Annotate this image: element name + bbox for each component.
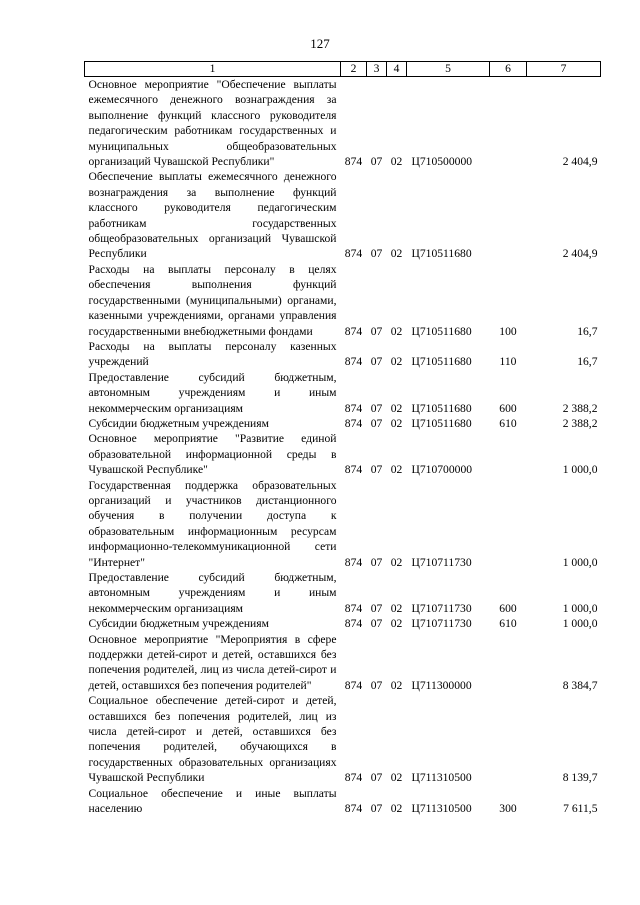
table-row (85, 616, 601, 631)
table-row (85, 632, 601, 694)
grbs-code: 874 (344, 416, 363, 430)
grbs-code: 874 (344, 355, 363, 369)
subsection-code: 02 (390, 247, 403, 261)
target-article-code: Ц710711730 (411, 555, 472, 569)
expense-type-code: 110 (499, 355, 517, 369)
target-article-code: Ц710511680 (411, 416, 472, 430)
item-name: Субсидии бюджетным учреждениям (88, 416, 269, 430)
table-row (85, 570, 601, 616)
grbs-code: 874 (344, 555, 363, 569)
target-article-code: Ц711310500 (411, 802, 472, 816)
section-code: 07 (370, 401, 383, 415)
amount: 1 000,0 (562, 617, 598, 631)
table-row (85, 169, 601, 261)
grbs-code: 874 (344, 678, 363, 692)
expense-type-code: 300 (499, 802, 517, 816)
grbs-code: 874 (344, 617, 363, 631)
amount: 1 000,0 (562, 555, 598, 569)
item-name: Расходы на выплаты персоналу в целях обеспечения выполнения функций государственными (муниципальными) органами, казенными учреждениями, органами управления государственными внебюджетными фондами (88, 262, 337, 338)
item-name: Основное мероприятие "Мероприятия в сфере поддержки детей-сирот и детей, оставшихся без попечения родителей, лиц из числа детей-сирот и детей, оставшихся без попечения родителей" (88, 632, 337, 692)
target-article-code: Ц710700000 (411, 463, 473, 477)
column-header: 7 (527, 62, 601, 77)
subsection-code: 02 (390, 678, 403, 692)
grbs-code: 874 (344, 401, 363, 415)
item-name: Предоставление субсидий бюджетным, автономным учреждениям и иным некоммерческим организациям (88, 370, 337, 415)
item-name: Расходы на выплаты персоналу казенных учреждений (88, 339, 337, 369)
item-name: Социальное обеспечение детей-сирот и детей, оставшихся без попечения родителей, лиц из числа детей-сирот и детей, оставшихся без попечения родителей, обучающихся в государственных образовательных организациях Чувашской Республики (88, 694, 337, 785)
target-article-code: Ц710711730 (411, 601, 472, 615)
amount: 2 404,9 (562, 247, 598, 261)
expense-type-code (490, 693, 527, 785)
target-article-code: Ц710500000 (411, 155, 473, 169)
expense-type-code: 600 (499, 401, 517, 415)
item-name: Социальное обеспечение и иные выплаты населению (88, 786, 337, 816)
subsection-code: 02 (390, 802, 403, 816)
table-row (85, 262, 601, 339)
item-name: Государственная поддержка образовательных организаций и участников дистанционного обучения в получении доступа к образовательным информационным ресурсам информационно-телекоммуникационной сети "Интернет" (88, 478, 337, 569)
grbs-code: 874 (344, 463, 363, 477)
grbs-code: 874 (344, 771, 363, 785)
column-header: 2 (341, 62, 367, 77)
table-row (85, 693, 601, 785)
amount: 1 000,0 (562, 463, 598, 477)
section-code: 07 (370, 247, 383, 261)
target-article-code: Ц710511680 (411, 324, 472, 338)
target-article-code: Ц711300000 (411, 678, 472, 692)
subsection-code: 02 (390, 324, 403, 338)
budget-table (84, 61, 601, 817)
table-row (85, 416, 601, 431)
target-article-code: Ц710511680 (411, 247, 472, 261)
section-code: 07 (370, 324, 383, 338)
target-article-code: Ц710511680 (411, 355, 472, 369)
section-code: 07 (370, 416, 383, 430)
grbs-code: 874 (344, 155, 363, 169)
section-code: 07 (370, 802, 383, 816)
item-name: Субсидии бюджетным учреждениям (88, 617, 269, 631)
subsection-code: 02 (390, 463, 403, 477)
target-article-code: Ц711310500 (411, 771, 472, 785)
subsection-code: 02 (390, 771, 403, 785)
column-header: 3 (367, 62, 387, 77)
section-code: 07 (370, 355, 383, 369)
amount: 7 611,5 (563, 802, 598, 816)
section-code: 07 (370, 555, 383, 569)
item-name: Предоставление субсидий бюджетным, автономным учреждениям и иным некоммерческим организациям (88, 571, 337, 615)
expense-type-code (490, 77, 527, 170)
subsection-code: 02 (390, 401, 403, 415)
expense-type-code: 100 (499, 324, 517, 338)
grbs-code: 874 (344, 324, 363, 338)
column-header: 6 (490, 62, 527, 77)
subsection-code: 02 (390, 555, 403, 569)
item-name: Обеспечение выплаты ежемесячного денежного вознаграждения за выполнение функций классного руководителя педагогическим работникам государственных общеобразовательных организаций Чувашской Республики (88, 170, 337, 261)
item-name: Основное мероприятие "Развитие единой образовательной информационной среды в Чувашской Республике" (88, 432, 337, 477)
grbs-code: 874 (344, 802, 363, 816)
section-code: 07 (370, 463, 383, 477)
table-row (85, 370, 601, 416)
table-row (85, 339, 601, 370)
amount: 8 384,7 (562, 678, 598, 692)
amount: 2 404,9 (562, 155, 598, 169)
amount: 16,7 (577, 324, 598, 338)
subsection-code: 02 (390, 601, 403, 615)
amount: 8 139,7 (562, 771, 598, 785)
section-code: 07 (370, 155, 383, 169)
section-code: 07 (370, 617, 383, 631)
target-article-code: Ц710511680 (411, 401, 472, 415)
grbs-code: 874 (344, 601, 363, 615)
subsection-code: 02 (390, 355, 403, 369)
expense-type-code (490, 169, 527, 261)
amount: 2 388,2 (562, 416, 598, 430)
table-body (85, 77, 601, 817)
expense-type-code (490, 478, 527, 570)
expense-type-code (490, 431, 527, 477)
amount: 1 000,0 (562, 601, 598, 615)
amount: 2 388,2 (562, 401, 598, 415)
section-code: 07 (370, 601, 383, 615)
subsection-code: 02 (390, 416, 403, 430)
table-row (85, 431, 601, 477)
table-row (85, 786, 601, 817)
table-row (85, 77, 601, 170)
subsection-code: 02 (390, 617, 403, 631)
expense-type-code (490, 632, 527, 694)
column-header: 1 (85, 62, 341, 77)
column-header: 5 (407, 62, 490, 77)
expense-type-code: 610 (499, 617, 517, 631)
subsection-code: 02 (390, 155, 403, 169)
expense-type-code: 600 (499, 601, 517, 615)
grbs-code: 874 (344, 247, 363, 261)
table-header-row (85, 62, 601, 77)
item-name: Основное мероприятие "Обеспечение выплаты ежемесячного денежного вознаграждения за выполнение функций классного руководителя педагогическим работникам государственных и муниципальных общеобразовательных организаций Чувашской Республики" (88, 78, 337, 169)
column-header: 4 (387, 62, 407, 77)
table-row (85, 478, 601, 570)
amount: 16,7 (577, 355, 598, 369)
expense-type-code: 610 (499, 416, 517, 430)
target-article-code: Ц710711730 (411, 617, 472, 631)
page-number: 127 (310, 36, 330, 51)
section-code: 07 (370, 678, 383, 692)
section-code: 07 (370, 771, 383, 785)
